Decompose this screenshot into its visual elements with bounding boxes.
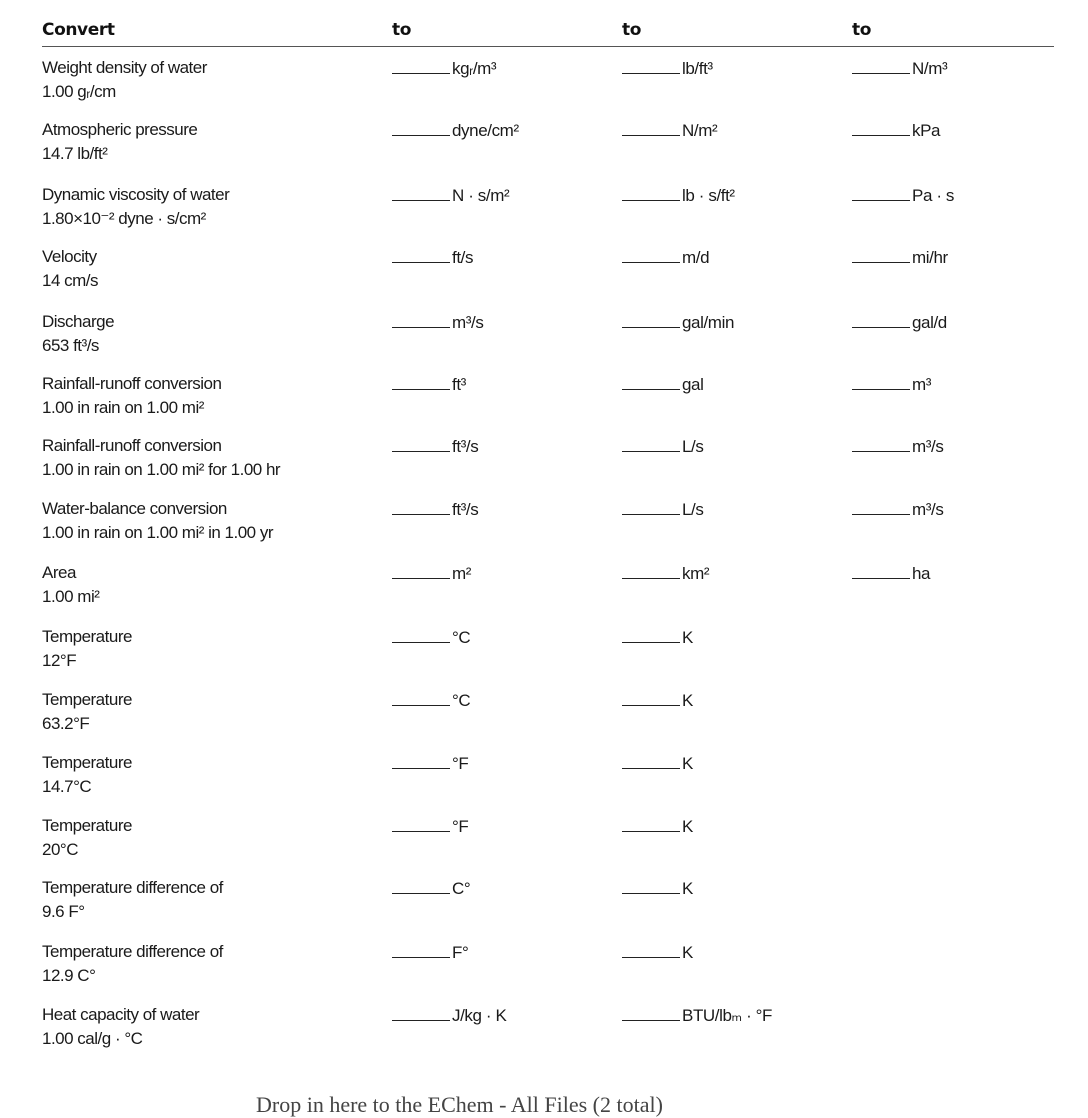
unit-label: K — [682, 754, 693, 773]
target-unit-cell — [852, 561, 930, 586]
answer-blank[interactable] — [392, 876, 450, 894]
target-unit-cell — [392, 688, 470, 713]
table-row — [42, 183, 1054, 239]
target-unit-cell — [852, 118, 940, 143]
answer-blank[interactable] — [392, 561, 450, 579]
table-row — [42, 625, 1054, 681]
unit-label: L/s — [682, 500, 704, 519]
unit-label: kPa — [912, 121, 941, 140]
target-unit-cell — [622, 497, 703, 522]
target-unit-cell — [622, 814, 693, 839]
answer-blank[interactable] — [392, 497, 450, 515]
quantity-value: 14.7°C — [42, 777, 92, 796]
unit-label: ft³ — [452, 375, 466, 394]
answer-blank[interactable] — [392, 751, 450, 769]
target-unit-cell — [392, 751, 468, 776]
target-unit-cell — [622, 751, 693, 776]
answer-blank[interactable] — [392, 183, 450, 201]
unit-label: °F — [452, 817, 469, 836]
target-unit-cell — [622, 561, 709, 586]
target-unit-cell — [392, 561, 471, 586]
answer-blank[interactable] — [622, 625, 680, 643]
target-unit-cell — [852, 372, 931, 397]
quantity-name: Rainfall-runoff conversion — [42, 436, 222, 455]
target-unit-cell — [392, 1003, 506, 1028]
quantity-cell — [42, 625, 382, 673]
unit-label: lb · s/ft² — [682, 186, 735, 205]
unit-label: N/m³ — [912, 59, 948, 78]
answer-blank[interactable] — [852, 497, 910, 515]
answer-blank[interactable] — [852, 372, 910, 390]
unit-label: °F — [452, 754, 469, 773]
unit-label: mi/hr — [912, 248, 948, 267]
quantity-name: Water-balance conversion — [42, 499, 227, 518]
unit-label: K — [682, 817, 693, 836]
unit-label: ft³/s — [452, 437, 479, 456]
unit-label: Pa · s — [912, 186, 955, 205]
answer-blank[interactable] — [852, 245, 910, 263]
table-row — [42, 372, 1054, 428]
quantity-cell — [42, 245, 382, 293]
answer-blank[interactable] — [852, 310, 910, 328]
answer-blank[interactable] — [392, 1003, 450, 1021]
answer-blank[interactable] — [622, 751, 680, 769]
target-unit-cell — [392, 876, 470, 901]
quantity-name: Discharge — [42, 312, 115, 331]
target-unit-cell — [852, 310, 947, 335]
unit-label: m³/s — [452, 313, 484, 332]
target-unit-cell — [622, 434, 703, 459]
quantity-value: 1.00 mi² — [42, 587, 100, 606]
target-unit-cell — [392, 625, 470, 650]
unit-label: K — [682, 879, 693, 898]
target-unit-cell — [392, 56, 496, 81]
table-row — [42, 56, 1054, 112]
target-unit-cell — [392, 940, 468, 965]
unit-label: J/kg · K — [452, 1006, 507, 1025]
table-row — [42, 940, 1054, 996]
target-unit-cell — [392, 245, 473, 270]
unit-label: m/d — [682, 248, 710, 267]
table-row — [42, 561, 1054, 617]
target-unit-cell — [622, 118, 717, 143]
answer-blank[interactable] — [622, 814, 680, 832]
quantity-value: 653 ft³/s — [42, 336, 99, 355]
quantity-cell — [42, 183, 382, 231]
quantity-cell — [42, 940, 382, 988]
quantity-cell — [42, 310, 382, 358]
unit-label: ft/s — [452, 248, 474, 267]
quantity-name: Dynamic viscosity of water — [42, 185, 230, 204]
quantity-name: Temperature difference of — [42, 942, 223, 961]
quantity-value: 63.2°F — [42, 714, 90, 733]
header-convert: Convert — [42, 20, 115, 40]
answer-blank[interactable] — [392, 372, 450, 390]
quantity-value: 12°F — [42, 651, 77, 670]
answer-blank[interactable] — [622, 497, 680, 515]
target-unit-cell — [852, 56, 947, 81]
target-unit-cell — [622, 625, 693, 650]
answer-blank[interactable] — [622, 183, 680, 201]
quantity-name: Heat capacity of water — [42, 1005, 200, 1024]
target-unit-cell — [622, 56, 713, 81]
table-row — [42, 310, 1054, 366]
table-row — [42, 497, 1054, 553]
quantity-cell — [42, 1003, 382, 1051]
target-unit-cell — [392, 497, 478, 522]
table-header — [42, 20, 1054, 47]
unit-label: lb/ft³ — [682, 59, 713, 78]
answer-blank[interactable] — [392, 245, 450, 263]
quantity-cell — [42, 118, 382, 166]
table-row — [42, 814, 1054, 870]
answer-blank[interactable] — [392, 118, 450, 136]
answer-blank[interactable] — [622, 561, 680, 579]
target-unit-cell — [392, 183, 509, 208]
quantity-cell — [42, 497, 382, 545]
target-unit-cell — [852, 497, 943, 522]
quantity-cell — [42, 751, 382, 799]
unit-label: N/m² — [682, 121, 718, 140]
target-unit-cell — [622, 876, 693, 901]
table-row — [42, 876, 1054, 932]
answer-blank[interactable] — [622, 434, 680, 452]
quantity-name: Atmospheric pressure — [42, 120, 198, 139]
target-unit-cell — [852, 183, 954, 208]
table-row — [42, 118, 1054, 174]
quantity-value: 12.9 C° — [42, 966, 96, 985]
unit-label: dyne/cm² — [452, 121, 519, 140]
answer-blank[interactable] — [392, 625, 450, 643]
table-row — [42, 688, 1054, 744]
quantity-cell — [42, 561, 382, 609]
quantity-cell — [42, 814, 382, 862]
answer-blank[interactable] — [852, 183, 910, 201]
unit-label: m³/s — [912, 437, 944, 456]
quantity-value: 1.00 cal/g · °C — [42, 1029, 143, 1048]
quantity-value: 14 cm/s — [42, 271, 99, 290]
unit-label: m³ — [912, 375, 932, 394]
answer-blank[interactable] — [622, 876, 680, 894]
header-to-1: to — [392, 20, 412, 40]
unit-label: K — [682, 943, 693, 962]
unit-label: C° — [452, 879, 471, 898]
answer-blank[interactable] — [622, 310, 680, 328]
answer-blank[interactable] — [852, 561, 910, 579]
unit-label: °C — [452, 628, 471, 647]
quantity-name: Temperature — [42, 627, 132, 646]
quantity-cell — [42, 56, 382, 104]
quantity-value: 14.7 lb/ft² — [42, 144, 108, 163]
quantity-cell — [42, 876, 382, 924]
answer-blank[interactable] — [852, 434, 910, 452]
answer-blank[interactable] — [392, 688, 450, 706]
answer-blank[interactable] — [622, 688, 680, 706]
table-row — [42, 1003, 1054, 1059]
target-unit-cell — [622, 310, 734, 335]
unit-label: N · s/m² — [452, 186, 510, 205]
answer-blank[interactable] — [852, 56, 910, 74]
target-unit-cell — [392, 118, 519, 143]
drop-zone-hint[interactable]: Drop in here to the EChem - All Files (2 total) — [256, 1092, 663, 1117]
unit-label: K — [682, 691, 693, 710]
quantity-value: 9.6 F° — [42, 902, 85, 921]
unit-label: ha — [912, 564, 931, 583]
quantity-name: Velocity — [42, 247, 97, 266]
answer-blank[interactable] — [622, 372, 680, 390]
unit-label: K — [682, 628, 693, 647]
unit-label: gal — [682, 375, 704, 394]
answer-blank[interactable] — [852, 118, 910, 136]
quantity-value: 1.00 in rain on 1.00 mi² for 1.00 hr — [42, 460, 281, 479]
answer-blank[interactable] — [392, 310, 450, 328]
answer-blank[interactable] — [622, 940, 680, 958]
unit-label: gal/d — [912, 313, 947, 332]
target-unit-cell — [852, 245, 948, 270]
unit-label: km² — [682, 564, 710, 583]
quantity-name: Weight density of water — [42, 58, 207, 77]
target-unit-cell — [622, 1003, 772, 1028]
quantity-cell — [42, 688, 382, 736]
target-unit-cell — [392, 434, 478, 459]
header-to-3: to — [852, 20, 872, 40]
quantity-value: 1.80×10⁻² dyne · s/cm² — [42, 209, 206, 228]
target-unit-cell — [392, 310, 483, 335]
table-row — [42, 245, 1054, 301]
unit-label: F° — [452, 943, 469, 962]
header-to-2: to — [622, 20, 642, 40]
quantity-name: Temperature difference of — [42, 878, 223, 897]
answer-blank[interactable] — [392, 434, 450, 452]
unit-label: m³/s — [912, 500, 944, 519]
target-unit-cell — [622, 940, 693, 965]
answer-blank[interactable] — [392, 814, 450, 832]
answer-blank[interactable] — [622, 245, 680, 263]
target-unit-cell — [852, 434, 943, 459]
quantity-name: Temperature — [42, 816, 132, 835]
table-row — [42, 434, 1054, 490]
quantity-cell — [42, 434, 382, 482]
quantity-value: 1.00 gᵣ/cm — [42, 82, 116, 101]
answer-blank[interactable] — [622, 56, 680, 74]
quantity-value: 1.00 in rain on 1.00 mi² in 1.00 yr — [42, 523, 274, 542]
unit-label: °C — [452, 691, 471, 710]
target-unit-cell — [392, 814, 468, 839]
answer-blank[interactable] — [392, 56, 450, 74]
quantity-name: Temperature — [42, 753, 132, 772]
table-row — [42, 751, 1054, 807]
unit-label: gal/min — [682, 313, 735, 332]
quantity-name: Temperature — [42, 690, 132, 709]
unit-label: L/s — [682, 437, 704, 456]
answer-blank[interactable] — [622, 118, 680, 136]
unit-label: m² — [452, 564, 472, 583]
answer-blank[interactable] — [622, 1003, 680, 1021]
quantity-value: 1.00 in rain on 1.00 mi² — [42, 398, 204, 417]
quantity-value: 20°C — [42, 840, 78, 859]
target-unit-cell — [622, 372, 704, 397]
quantity-name: Area — [42, 563, 76, 582]
answer-blank[interactable] — [392, 940, 450, 958]
target-unit-cell — [622, 183, 735, 208]
target-unit-cell — [392, 372, 466, 397]
target-unit-cell — [622, 688, 693, 713]
quantity-name: Rainfall-runoff conversion — [42, 374, 222, 393]
unit-label: BTU/lbₘ · °F — [682, 1006, 773, 1025]
quantity-cell — [42, 372, 382, 420]
target-unit-cell — [622, 245, 709, 270]
unit-label: ft³/s — [452, 500, 479, 519]
unit-label: kgᵣ/m³ — [452, 59, 497, 78]
